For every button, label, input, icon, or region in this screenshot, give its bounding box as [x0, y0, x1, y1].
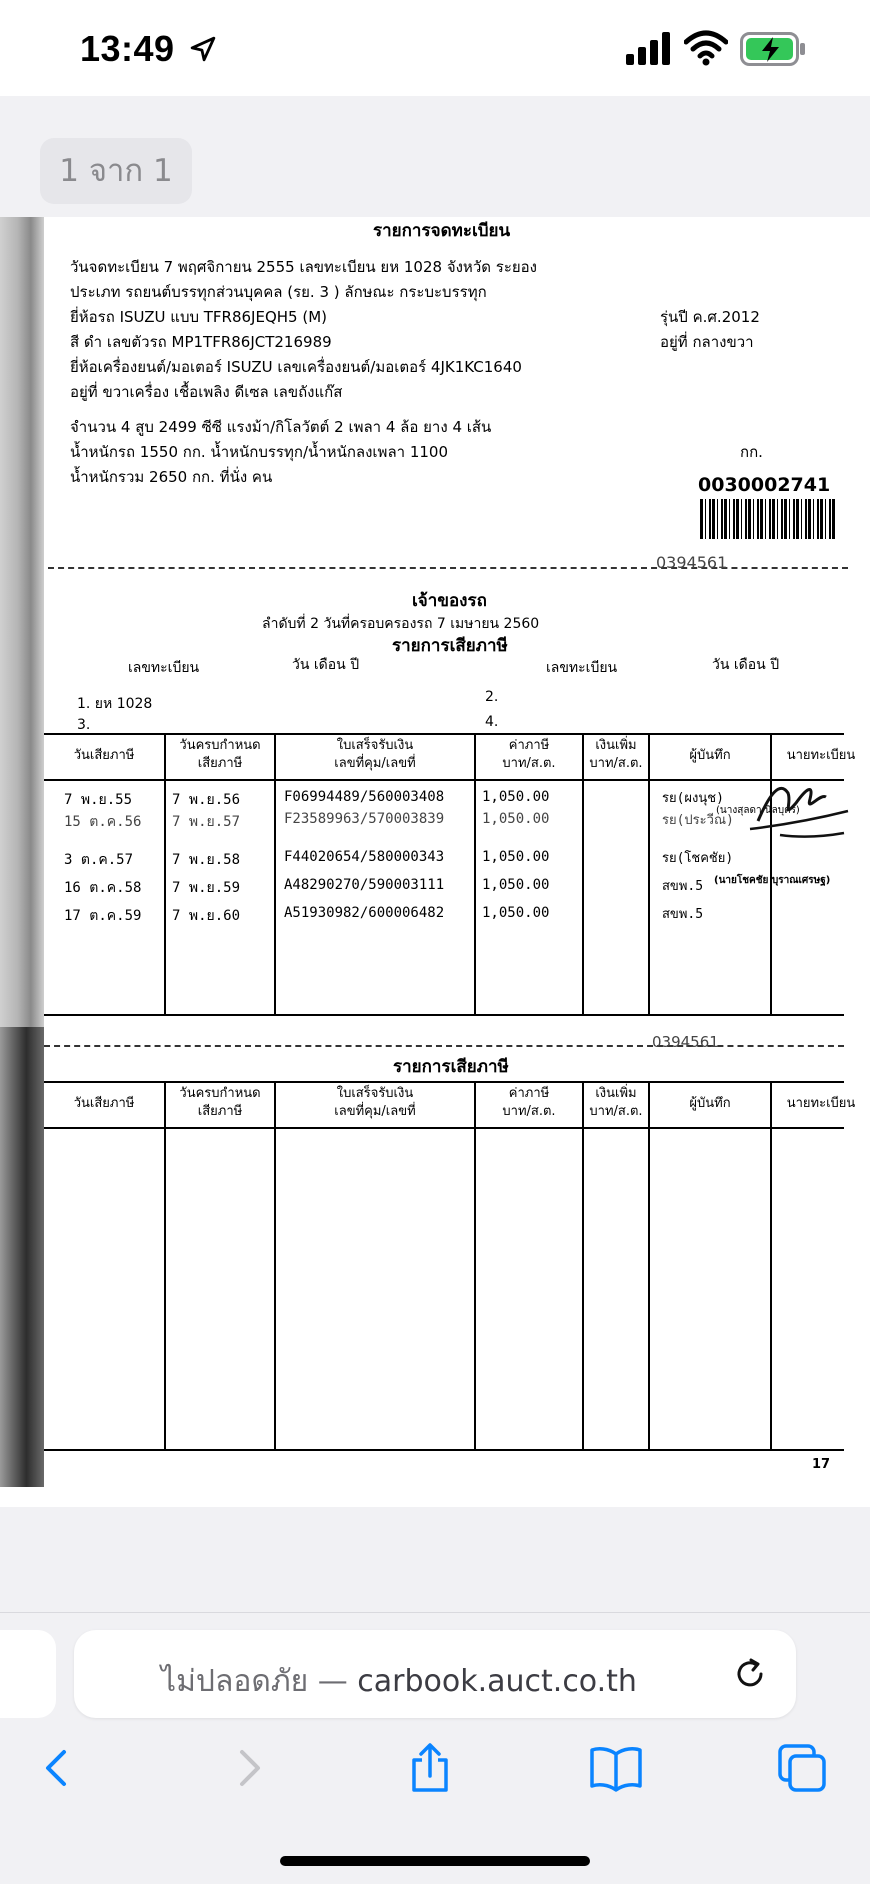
plate-entry-3: 3.: [77, 717, 91, 733]
th-registrar: นายทะเบียน: [786, 748, 856, 763]
row4-tax-date: 16 ต.ค.58: [64, 880, 142, 896]
row1-recorder: รย(ผงนุช): [662, 791, 724, 806]
table2-col-rule: [648, 1081, 650, 1451]
th2-due-date: วันครบกำหนด เสียภาษี: [179, 1086, 261, 1119]
row2-recorder: รย(ประวีณ): [662, 813, 734, 828]
row4-due-date: 7 พ.ย.59: [172, 880, 241, 896]
table2-col-rule: [770, 1081, 772, 1451]
home-indicator: [280, 1856, 590, 1866]
th2-tax-date: วันเสียภาษี: [73, 1096, 135, 1111]
th2-recorder: ผู้บันทึก: [689, 1096, 731, 1111]
date-header-right: วัน เดือน ปี: [712, 657, 780, 673]
scan-shadow-edge-dark: [0, 1027, 44, 1487]
row4-amount: 1,050.00: [482, 877, 550, 893]
tax-title-2: รายการเสียภาษี: [393, 1057, 509, 1077]
row3-due-date: 7 พ.ย.58: [172, 852, 241, 868]
row2-amount: 1,050.00: [482, 811, 550, 827]
divider-dashed: [48, 567, 848, 569]
plate-header-right: เลขทะเบียน: [546, 660, 618, 676]
row2-receipt: F23589963/570003839: [284, 811, 445, 827]
row5-due-date: 7 พ.ย.60: [172, 908, 241, 924]
scanned-document: [0, 217, 870, 1507]
forward-icon[interactable]: [220, 1740, 276, 1796]
row1-amount: 1,050.00: [482, 789, 550, 805]
page-counter: 1 จาก 1: [40, 138, 192, 204]
previous-tab-preview[interactable]: [0, 1630, 56, 1718]
th2-tax-amount: ค่าภาษี บาท/ส.ต.: [502, 1086, 556, 1119]
document-page-number: 17: [812, 1457, 831, 1472]
th2-registrar: นายทะเบียน: [786, 1096, 856, 1111]
th-tax-amount: ค่าภาษี บาท/ส.ต.: [502, 738, 556, 771]
share-icon[interactable]: [402, 1740, 458, 1796]
reg-row-8: น้ำหนักรถ 1550 กก. น้ำหนักบรรทุก/น้ำหนักลงเพลา 1100: [70, 443, 448, 461]
th-surcharge: เงินเพิ่ม บาท/ส.ต.: [589, 738, 643, 771]
plate-entry-4: 4.: [485, 714, 499, 730]
row1-tax-date: 7 พ.ย.55: [64, 792, 133, 808]
serial-ghost: 0394561: [656, 553, 728, 572]
row3-recorder: รย(โชคชัย): [662, 851, 734, 866]
plate-entry-1: 1. ยห 1028: [77, 696, 153, 712]
reg-row-6: อยู่ที่ ขวาเครื่อง เชื้อเพลิง ดีเซล เลขถังแก๊ส: [70, 383, 343, 401]
th-due-date: วันครบกำหนด เสียภาษี: [179, 738, 261, 771]
table2-col-rule: [274, 1081, 276, 1451]
row2-tax-date: 15 ต.ค.56: [64, 814, 142, 830]
barcode: [700, 499, 836, 539]
registrar-name-1: (นางสุลดา นิลบุตร): [716, 805, 800, 816]
handwritten-signature: [740, 773, 850, 843]
address-bar[interactable]: [74, 1630, 796, 1718]
th-recorder: ผู้บันทึก: [689, 748, 731, 763]
url-domain: carbook.auct.co.th: [357, 1664, 637, 1699]
owner-title: เจ้าของรถ: [412, 591, 487, 611]
plate-header-left: เลขทะเบียน: [128, 660, 200, 676]
battery-charging-icon: [740, 32, 806, 66]
row4-recorder: สขพ.5: [662, 879, 704, 894]
reg-row-8-unit: กก.: [740, 443, 763, 461]
owner-row: ลำดับที่ 2 วันที่ครอบครองรถ 7 เมษายน 2560: [262, 616, 540, 632]
row2-due-date: 7 พ.ย.57: [172, 814, 241, 830]
reg-row-3: ยี่ห้อรถ ISUZU แบบ TFR86JEQH5 (M): [70, 308, 327, 326]
bookmarks-icon[interactable]: [588, 1740, 644, 1796]
reg-row-2: ประเภท รถยนต์บรรทุกส่วนบุคคล (รย. 3 ) ลักษณะ กระบะบรรทุก: [70, 283, 487, 301]
th2-surcharge: เงินเพิ่ม บาท/ส.ต.: [589, 1086, 643, 1119]
date-header-left: วัน เดือน ปี: [292, 657, 360, 673]
location-arrow-icon: [190, 36, 216, 62]
serial-ghost-2: 0394561: [652, 1033, 719, 1051]
row1-due-date: 7 พ.ย.56: [172, 792, 241, 808]
row4-receipt: A48290270/590003111: [284, 877, 445, 893]
tabs-icon[interactable]: [774, 1740, 830, 1796]
th-receipt: ใบเสร็จรับเงิน เลขที่คุม/เลขที่: [334, 738, 416, 771]
back-icon[interactable]: [30, 1740, 86, 1796]
row1-receipt: F06994489/560003408: [284, 789, 445, 805]
th2-receipt: ใบเสร็จรับเงิน เลขที่คุม/เลขที่: [334, 1086, 416, 1119]
table2-col-rule: [474, 1081, 476, 1451]
row5-tax-date: 17 ต.ค.59: [64, 908, 142, 924]
document-serial: 0030002741: [698, 474, 831, 496]
reload-icon[interactable]: [730, 1654, 770, 1694]
tax-title: รายการเสียภาษี: [392, 636, 508, 656]
row5-recorder: สขพ.5: [662, 907, 704, 922]
reg-chassis-location: อยู่ที่ กลางขวา: [660, 333, 754, 351]
not-secure-label: ไม่ปลอดภัย —: [161, 1664, 358, 1699]
table2-col-rule: [164, 1081, 166, 1451]
row5-receipt: A51930982/600006482: [284, 905, 445, 921]
reg-model-year: รุ่นปี ค.ศ.2012: [660, 308, 760, 326]
reg-row-4: สี ดำ เลขตัวรถ MP1TFR86JCT216989: [70, 333, 332, 351]
wifi-icon: [684, 30, 728, 66]
table2-col-rule: [582, 1081, 584, 1451]
reg-row-5: ยี่ห้อเครื่องยนต์/มอเตอร์ ISUZU เลขเครื่องยนต์/มอเตอร์ 4JK1KC1640: [70, 358, 522, 376]
status-bar: [0, 0, 870, 96]
row5-amount: 1,050.00: [482, 905, 550, 921]
registration-title: รายการจดทะเบียน: [373, 221, 511, 241]
plate-entry-2: 2.: [485, 689, 499, 705]
table1-col-rule: [474, 733, 476, 1016]
row3-amount: 1,050.00: [482, 849, 550, 865]
divider-dashed-2: [44, 1045, 844, 1047]
row3-tax-date: 3 ต.ค.57: [64, 852, 134, 868]
table1-col-rule: [582, 733, 584, 1016]
cellular-signal-icon: [626, 32, 672, 66]
address-bar-text[interactable]: [74, 1658, 724, 1705]
table1-col-rule: [164, 733, 166, 1016]
table1-col-rule: [274, 733, 276, 1016]
registrar-name-2: (นายโชคชัย บุราณเศรษฐ): [714, 875, 831, 886]
reg-row-9: น้ำหนักรวม 2650 กก. ที่นั่ง คน: [70, 468, 273, 486]
table1-col-rule: [648, 733, 650, 1016]
reg-row-1: วันจดทะเบียน 7 พฤศจิกายน 2555 เลขทะเบียน ยห 1028 จังหวัด ระยอง: [70, 258, 537, 276]
reg-row-7: จำนวน 4 สูบ 2499 ซีซี แรงม้า/กิโลวัตต์ 2 เพลา 4 ล้อ ยาง 4 เส้น: [70, 418, 492, 436]
row3-receipt: F44020654/580000343: [284, 849, 445, 865]
status-time: 13:49: [80, 28, 175, 69]
th-tax-date: วันเสียภาษี: [73, 748, 135, 763]
